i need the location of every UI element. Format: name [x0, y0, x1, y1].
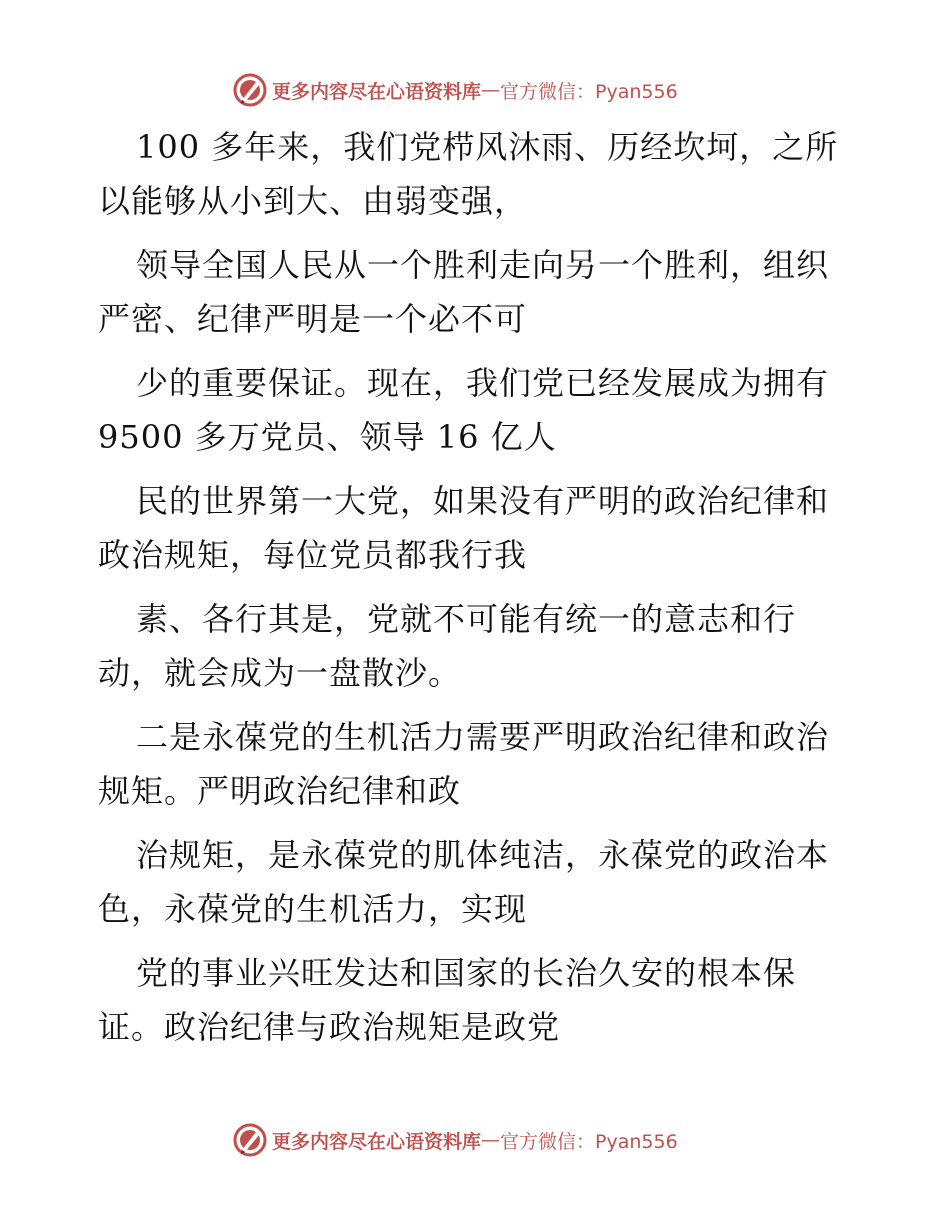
text-line-12: 规矩。严明政治纪律和政: [98, 772, 462, 810]
header-banner: [232, 70, 678, 110]
header-banner-wechat: 官方微信：Pyan556: [500, 80, 678, 103]
text-line-11: 二是永葆党的生机活力需要严明政治纪律和政治: [136, 718, 830, 756]
text-line-3: 领导全国人民从一个胜利走向另一个胜利，组织: [136, 246, 830, 284]
text-line-9: 素、各行其是，党就不可能有统一的意志和行: [136, 600, 797, 638]
footer-banner-title: 更多内容尽在心语资料库: [272, 1130, 482, 1153]
text-line-13: 治规矩，是永葆党的肌体纯洁，永葆党的政治本: [136, 836, 830, 874]
text-line-15: 党的事业兴旺发达和国家的长治久安的根本保: [136, 954, 797, 992]
text-line-8: 政治规矩，每位党员都我行我: [98, 536, 528, 574]
header-banner-dash: —: [481, 79, 501, 101]
text-line-7: 民的世界第一大党，如果没有严明的政治纪律和: [136, 482, 830, 520]
text-line-4: 严密、纪律严明是一个必不可: [98, 300, 528, 338]
footer-banner: [232, 1120, 678, 1160]
text-line-14: 色，永葆党的生机活力，实现: [98, 890, 528, 928]
header-banner-title: 更多内容尽在心语资料库: [272, 80, 482, 103]
text-line-2: 以能够从小到大、由弱变强，: [98, 182, 528, 220]
text-line-6: 9500 多万党员、领导 16 亿人: [98, 418, 557, 456]
text-line-1: 100 多年来，我们党栉风沐雨、历经坎坷，之所: [136, 128, 839, 166]
text-line-5: 少的重要保证。现在，我们党已经发展成为拥有: [136, 364, 830, 402]
footer-banner-dash: —: [481, 1129, 501, 1151]
pen-logo-icon: [232, 72, 268, 108]
text-line-10: 动，就会成为一盘散沙。: [98, 654, 462, 692]
footer-banner-wechat: 官方微信：Pyan556: [500, 1130, 678, 1153]
text-line-16: 证。政治纪律与政治规矩是政党: [98, 1008, 561, 1046]
pen-logo-icon: [232, 1122, 268, 1158]
